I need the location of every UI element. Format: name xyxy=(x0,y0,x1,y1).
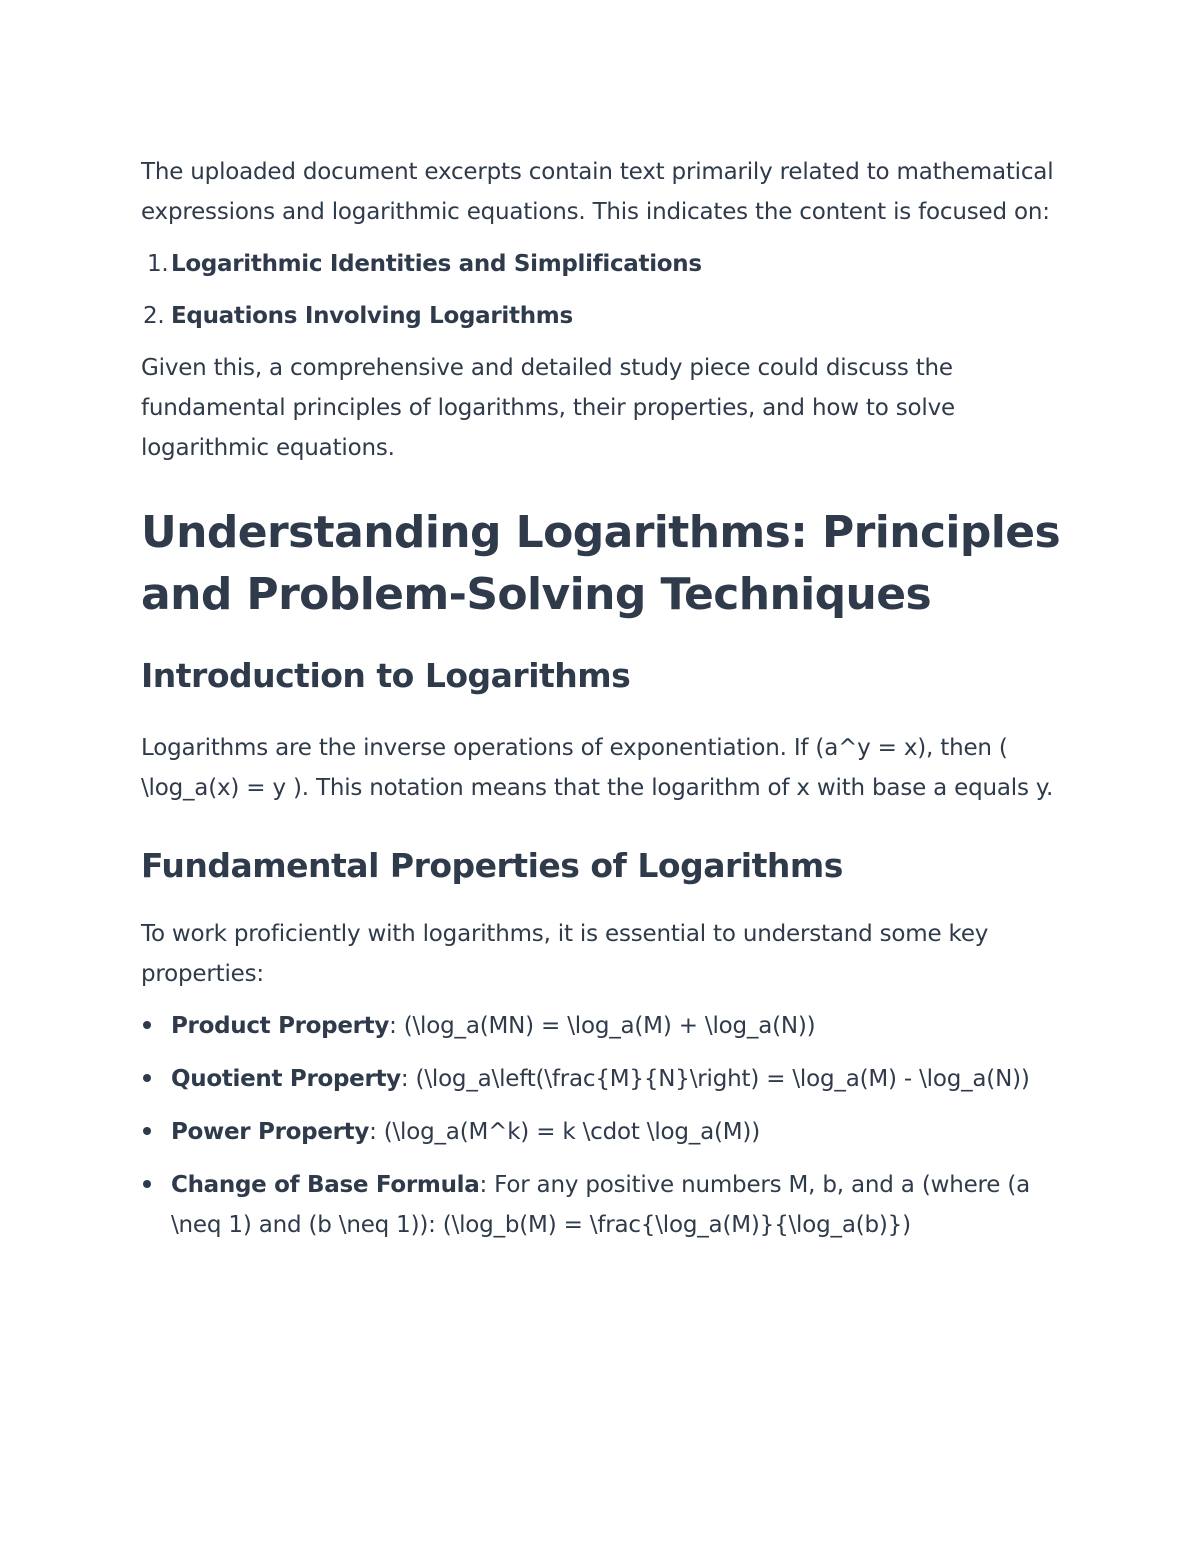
given-paragraph: Given this, a comprehensive and detailed study piece could discuss the fundamental principles of logarithms, their properties, and how to solve logarithmic equations. xyxy=(141,355,955,461)
list-item xyxy=(141,1059,1061,1099)
list-item xyxy=(141,244,1061,284)
property-name: Quotient Property xyxy=(171,1066,401,1092)
intro-paragraph: The uploaded document excerpts contain text primarily related to mathematical expressions and logarithmic equations. This indicates the content is focused on: xyxy=(141,159,1054,225)
introduction-body: Logarithms are the inverse operations of exponentiation. If (a^y = x), then ( \log_a(x) = y ). This notation means that the logarithm of x with base a equals y. xyxy=(141,735,1054,801)
list-item xyxy=(141,296,1061,336)
document-page xyxy=(141,152,1061,1258)
property-text: : (\log_a\left(\frac{M}{N}\right) = \log_a(M) - \log_a(N)) xyxy=(400,1066,1030,1092)
bullet-icon xyxy=(143,1180,151,1188)
bullet-icon xyxy=(143,1127,151,1135)
list-item-number: 2. xyxy=(143,303,165,329)
property-text: : (\log_a(MN) = \log_a(M) + \log_a(N)) xyxy=(389,1013,816,1039)
page-title: Understanding Logarithms: Principles and Problem-Solving Techniques xyxy=(141,507,1061,620)
fundamental-heading: Fundamental Properties of Logarithms xyxy=(141,846,843,885)
list-item xyxy=(141,1112,1061,1152)
properties-lead: To work proficiently with logarithms, it is essential to understand some key properties: xyxy=(141,921,989,987)
bullet-icon xyxy=(143,1074,151,1082)
introduction-heading: Introduction to Logarithms xyxy=(141,656,631,695)
list-item-label: Logarithmic Identities and Simplifications xyxy=(171,251,702,277)
topics-list xyxy=(141,244,1061,336)
list-item-label: Equations Involving Logarithms xyxy=(171,303,573,329)
property-name: Change of Base Formula xyxy=(171,1172,480,1198)
list-item xyxy=(141,1165,1061,1245)
property-name: Power Property xyxy=(171,1119,370,1145)
list-item xyxy=(141,1006,1061,1046)
list-item-number: 1. xyxy=(147,251,169,277)
properties-list xyxy=(141,1006,1061,1245)
property-name: Product Property xyxy=(171,1013,390,1039)
bullet-icon xyxy=(143,1021,151,1029)
property-text: : (\log_a(M^k) = k \cdot \log_a(M)) xyxy=(369,1119,760,1145)
property-text: : For any positive numbers M, b, and a (where (a \neq 1) and (b \neq 1)): (\log_b(M) = \frac{\log_a(M)}{\log_a(b)}) xyxy=(171,1172,1031,1238)
